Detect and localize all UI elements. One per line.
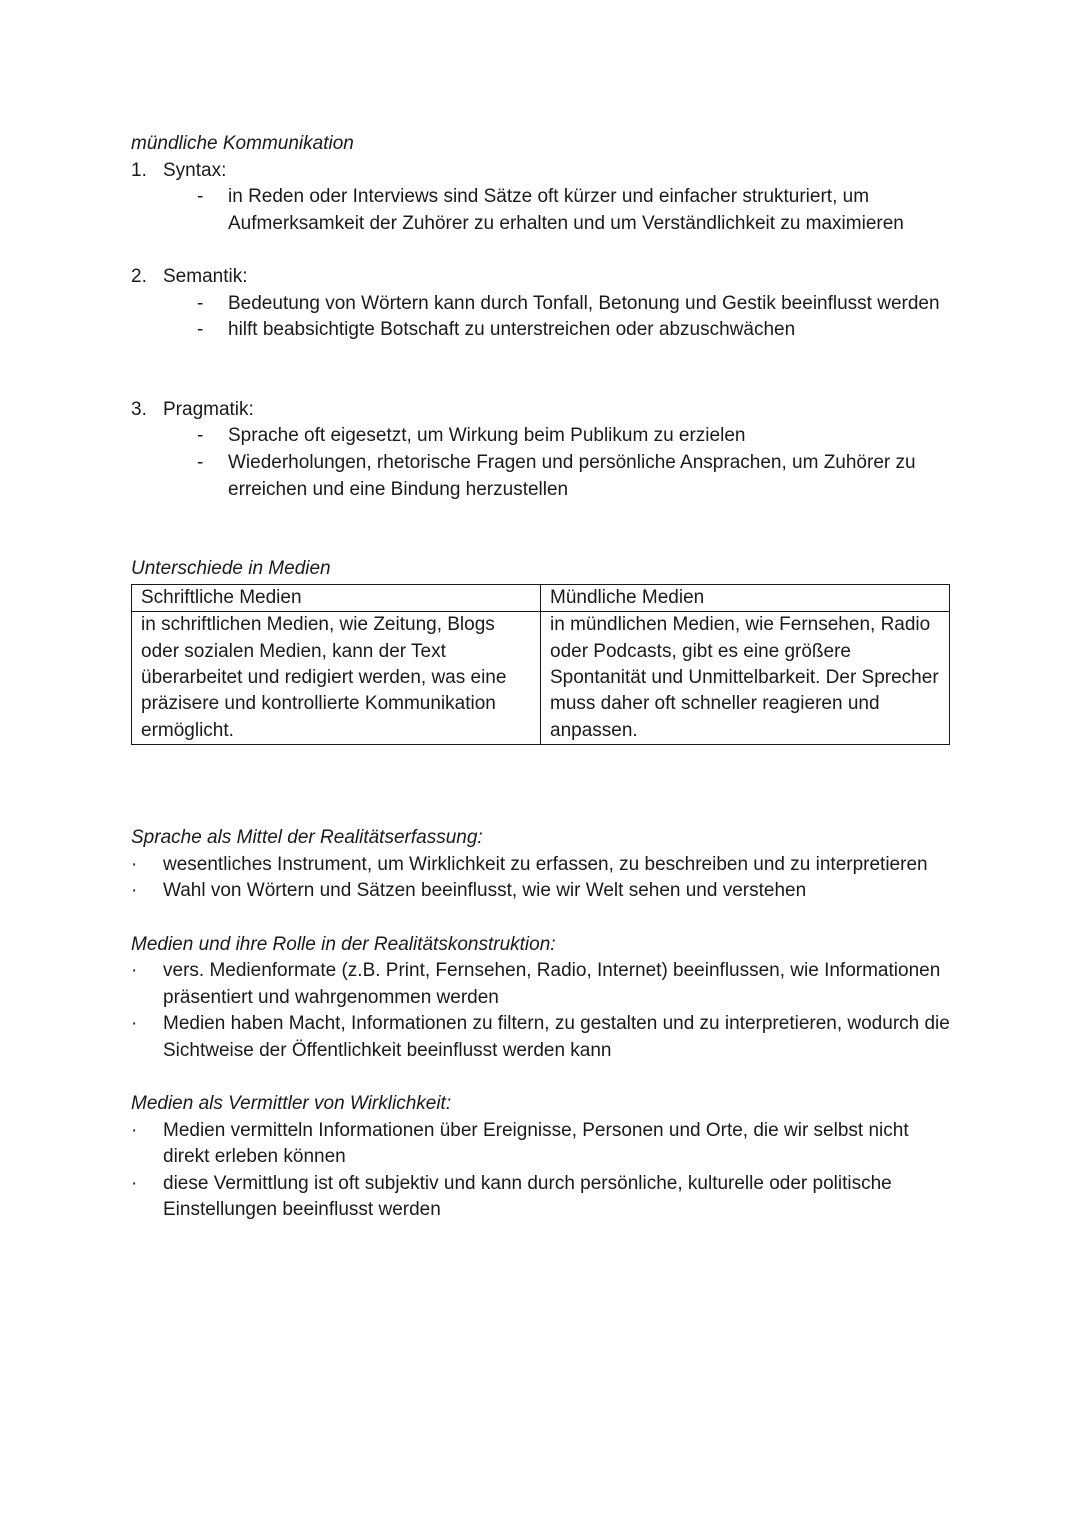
list-item-text: Wiederholungen, rhetorische Fragen und persönliche Ansprachen, um Zuhörer zu erreichen und eine Bindung herzustellen xyxy=(228,451,916,500)
table-cell: in schriftlichen Medien, wie Zeitung, Blogs oder sozialen Medien, kann der Text überarbeitet und redigiert werden, was eine präzisere und kontrollierte Kommunikation ermöglicht. xyxy=(132,612,541,745)
list-item xyxy=(131,852,951,879)
dot-bullet-icon: · xyxy=(131,1172,138,1194)
dot-bullet-icon: · xyxy=(131,853,138,875)
table-cell: in mündlichen Medien, wie Fernsehen, Radio oder Podcasts, gibt es eine größere Spontanität und Unmittelbarkeit. Der Sprecher muss daher oft schneller reagieren und anpassen. xyxy=(541,612,950,745)
dash-bullet-icon: - xyxy=(197,425,204,447)
table-header-cell: Mündliche Medien xyxy=(541,584,950,611)
list-item xyxy=(131,317,951,344)
list-item-text: hilft beabsichtigte Botschaft zu unterstreichen oder abzuschwächen xyxy=(228,319,796,341)
table-row xyxy=(132,612,950,745)
table-header-row xyxy=(132,584,950,611)
list-item xyxy=(131,184,951,237)
table-header-cell: Schriftliche Medien xyxy=(132,584,541,611)
dot-bullet-icon: · xyxy=(131,1013,138,1035)
list-item xyxy=(131,878,951,905)
item-number: 2. xyxy=(131,265,147,287)
dash-bullet-icon: - xyxy=(197,186,204,208)
item-title: Semantik: xyxy=(163,265,248,287)
document-page xyxy=(131,131,951,1224)
item-title: Syntax: xyxy=(163,159,227,181)
section-heading-realitaetserfassung: Sprache als Mittel der Realitätserfassung: xyxy=(131,827,483,849)
dot-bullet-icon: · xyxy=(131,960,138,982)
dash-bullet-icon: - xyxy=(197,451,204,473)
section-heading-unterschiede-in-medien: Unterschiede in Medien xyxy=(131,558,331,580)
section-heading-vermittler-von-wirklichkeit: Medien als Vermittler von Wirklichkeit: xyxy=(131,1093,452,1115)
numbered-item-pragmatik xyxy=(131,397,951,503)
list-item-text: diese Vermittlung ist oft subjektiv und kann durch persönliche, kulturelle oder politische Einstellungen beeinflusst werden xyxy=(163,1172,892,1221)
list-item xyxy=(131,1011,951,1064)
section-heading-realitaetskonstruktion: Medien und ihre Rolle in der Realitätskonstruktion: xyxy=(131,933,556,955)
dot-bullet-icon: · xyxy=(131,880,138,902)
list-item xyxy=(131,1118,951,1171)
dash-bullet-icon: - xyxy=(197,292,204,314)
numbered-item-semantik xyxy=(131,264,951,344)
item-number: 3. xyxy=(131,398,147,420)
list-item-text: Sprache oft eigesetzt, um Wirkung beim Publikum zu erzielen xyxy=(228,425,746,447)
dash-bullet-icon: - xyxy=(197,319,204,341)
list-item-text: Wahl von Wörtern und Sätzen beeinflusst, wie wir Welt sehen und verstehen xyxy=(163,880,807,902)
media-comparison-table xyxy=(131,584,950,745)
list-item xyxy=(131,291,951,318)
list-item-text: wesentliches Instrument, um Wirklichkeit zu erfassen, zu beschreiben und zu interpretieren xyxy=(163,853,928,875)
list-item-text: Medien vermitteln Informationen über Ereignisse, Personen und Orte, die wir selbst nicht direkt erleben können xyxy=(163,1119,909,1168)
list-item-text: Bedeutung von Wörtern kann durch Tonfall, Betonung und Gestik beeinflusst werden xyxy=(228,292,940,314)
list-item xyxy=(131,1171,951,1224)
item-title: Pragmatik: xyxy=(163,398,254,420)
list-item-text: Medien haben Macht, Informationen zu filtern, zu gestalten und zu interpretieren, wodurch die Sichtweise der Öffentlichkeit beeinflusst werden kann xyxy=(163,1013,950,1061)
list-item xyxy=(131,450,951,503)
dot-bullet-icon: · xyxy=(131,1119,138,1141)
list-item-text: vers. Medienformate (z.B. Print, Fernsehen, Radio, Internet) beeinflussen, wie Informationen präsentiert und wahrgenommen werden xyxy=(163,960,941,1008)
section-heading-muendliche-kommunikation: mündliche Kommunikation xyxy=(131,133,354,154)
list-item xyxy=(131,958,951,1011)
list-item xyxy=(131,423,951,450)
numbered-item-syntax xyxy=(131,158,951,238)
item-number: 1. xyxy=(131,159,147,181)
list-item-text: in Reden oder Interviews sind Sätze oft kürzer und einfacher strukturiert, um Aufmerksamkeit der Zuhörer zu erhalten und um Verständlichkeit zu maximieren xyxy=(228,186,904,234)
